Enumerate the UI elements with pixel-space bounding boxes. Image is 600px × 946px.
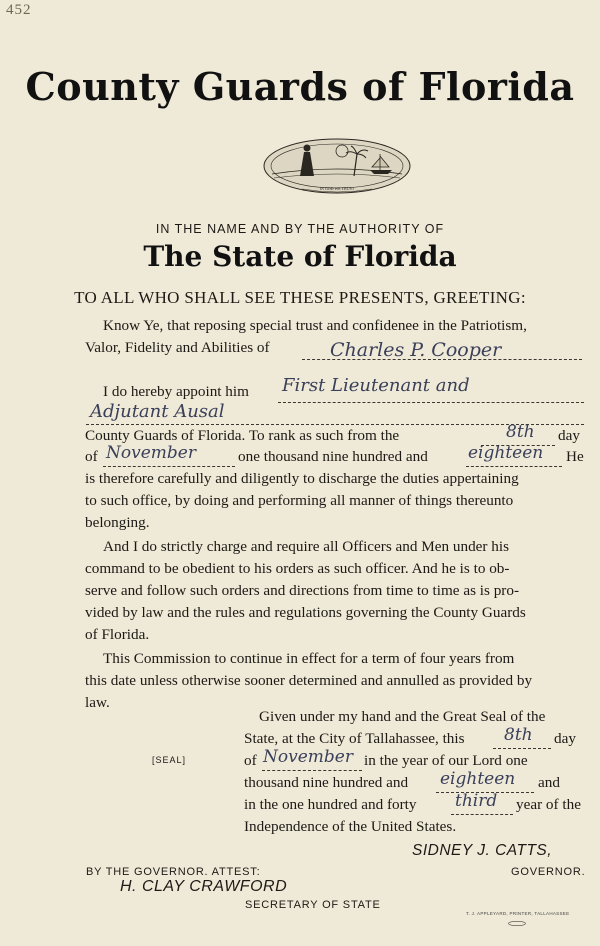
appointee-name: Charles P. Cooper <box>330 339 502 361</box>
body-line: one thousand nine hundred and <box>238 448 428 465</box>
body-line: Know Ye, that reposing special trust and confidenee in the Patriotism, <box>103 317 527 334</box>
body-line: vided by law and the rules and regulations governing the County Guards <box>85 604 526 621</box>
body-line: of <box>85 448 98 465</box>
given-line: in the one hundred and forty <box>244 796 417 813</box>
body-line: law. <box>85 694 110 711</box>
year-blank <box>466 466 562 467</box>
given-day-value: 8th <box>504 725 533 745</box>
rank-value-2: Adjutant Ausal <box>90 401 225 422</box>
governor-title: GOVERNOR. <box>511 866 586 878</box>
given-line: year of the <box>516 796 581 813</box>
body-line: of Florida. <box>85 626 150 643</box>
body-line: belonging. <box>85 514 150 531</box>
body-line: serve and follow such orders and directions from time to time as is pro- <box>85 582 520 599</box>
given-year-value: eighteen <box>440 769 516 789</box>
authority-line: IN THE NAME AND BY THE AUTHORITY OF <box>155 222 445 236</box>
given-ordinal-value: third <box>455 791 498 811</box>
seal-motto: IN GOD WE TRUST <box>319 186 355 191</box>
given-line: day <box>554 730 576 747</box>
given-line: in the year of our Lord one <box>364 752 528 769</box>
body-line: day <box>558 427 580 444</box>
given-line: Given under my hand and the Great Seal of the <box>259 708 546 725</box>
attest-label: BY THE GOVERNOR. ATTEST: <box>86 866 261 878</box>
body-line: command to be obedient to his orders as such officer. And he is to ob- <box>85 560 510 577</box>
rank-blank-1 <box>278 402 584 403</box>
given-month-blank <box>262 770 362 771</box>
rank-value-1: First Lieutenant and <box>282 375 470 396</box>
body-line: is therefore carefully and diligently to discharge the duties appertaining <box>85 470 519 487</box>
given-day-blank <box>493 748 551 749</box>
given-line: of <box>244 752 257 769</box>
body-line: Valor, Fidelity and Abilities of <box>85 339 270 356</box>
given-line: Independence of the United States. <box>244 818 457 835</box>
body-line: this date unless otherwise sooner determined and annulled as provided by <box>85 672 533 689</box>
month-value: November <box>106 443 196 463</box>
body-line: And I do strictly charge and require all Officers and Men under his <box>103 538 509 555</box>
seal-label: [SEAL] <box>152 755 187 765</box>
secretary-name: H. CLAY CRAWFORD <box>120 878 288 895</box>
day-value: 8th <box>506 422 535 442</box>
body-line: County Guards of Florida. To rank as such from the <box>85 427 400 444</box>
page-number: 452 <box>6 2 32 18</box>
governor-name: SIDNEY J. CATTS, <box>412 842 553 859</box>
union-label-icon <box>508 921 526 926</box>
month-blank <box>103 466 235 467</box>
body-line: He <box>566 448 584 465</box>
given-month-value: November <box>263 747 353 767</box>
year-value: eighteen <box>468 443 544 463</box>
printer-imprint: T. J. APPLEYARD, PRINTER, TALLAHASSEE <box>466 911 570 916</box>
body-line: to such office, by doing and performing all manner of things thereunto <box>85 492 514 509</box>
greeting-heading: TO ALL WHO SHALL SEE THESE PRESENTS, GREETING: <box>74 288 526 307</box>
document-title: County Guards of Florida <box>25 64 575 109</box>
given-line: thousand nine hundred and <box>244 774 409 791</box>
state-title: The State of Florida <box>143 240 457 273</box>
body-line: This Commission to continue in effect for a term of four years from <box>103 650 515 667</box>
secretary-title: SECRETARY OF STATE <box>245 899 381 911</box>
state-seal-emblem <box>262 134 412 194</box>
given-ordinal-blank <box>451 814 513 815</box>
given-line: State, at the City of Tallahassee, this <box>244 730 465 747</box>
body-line: I do hereby appoint him <box>103 383 249 400</box>
given-line: and <box>538 774 560 791</box>
